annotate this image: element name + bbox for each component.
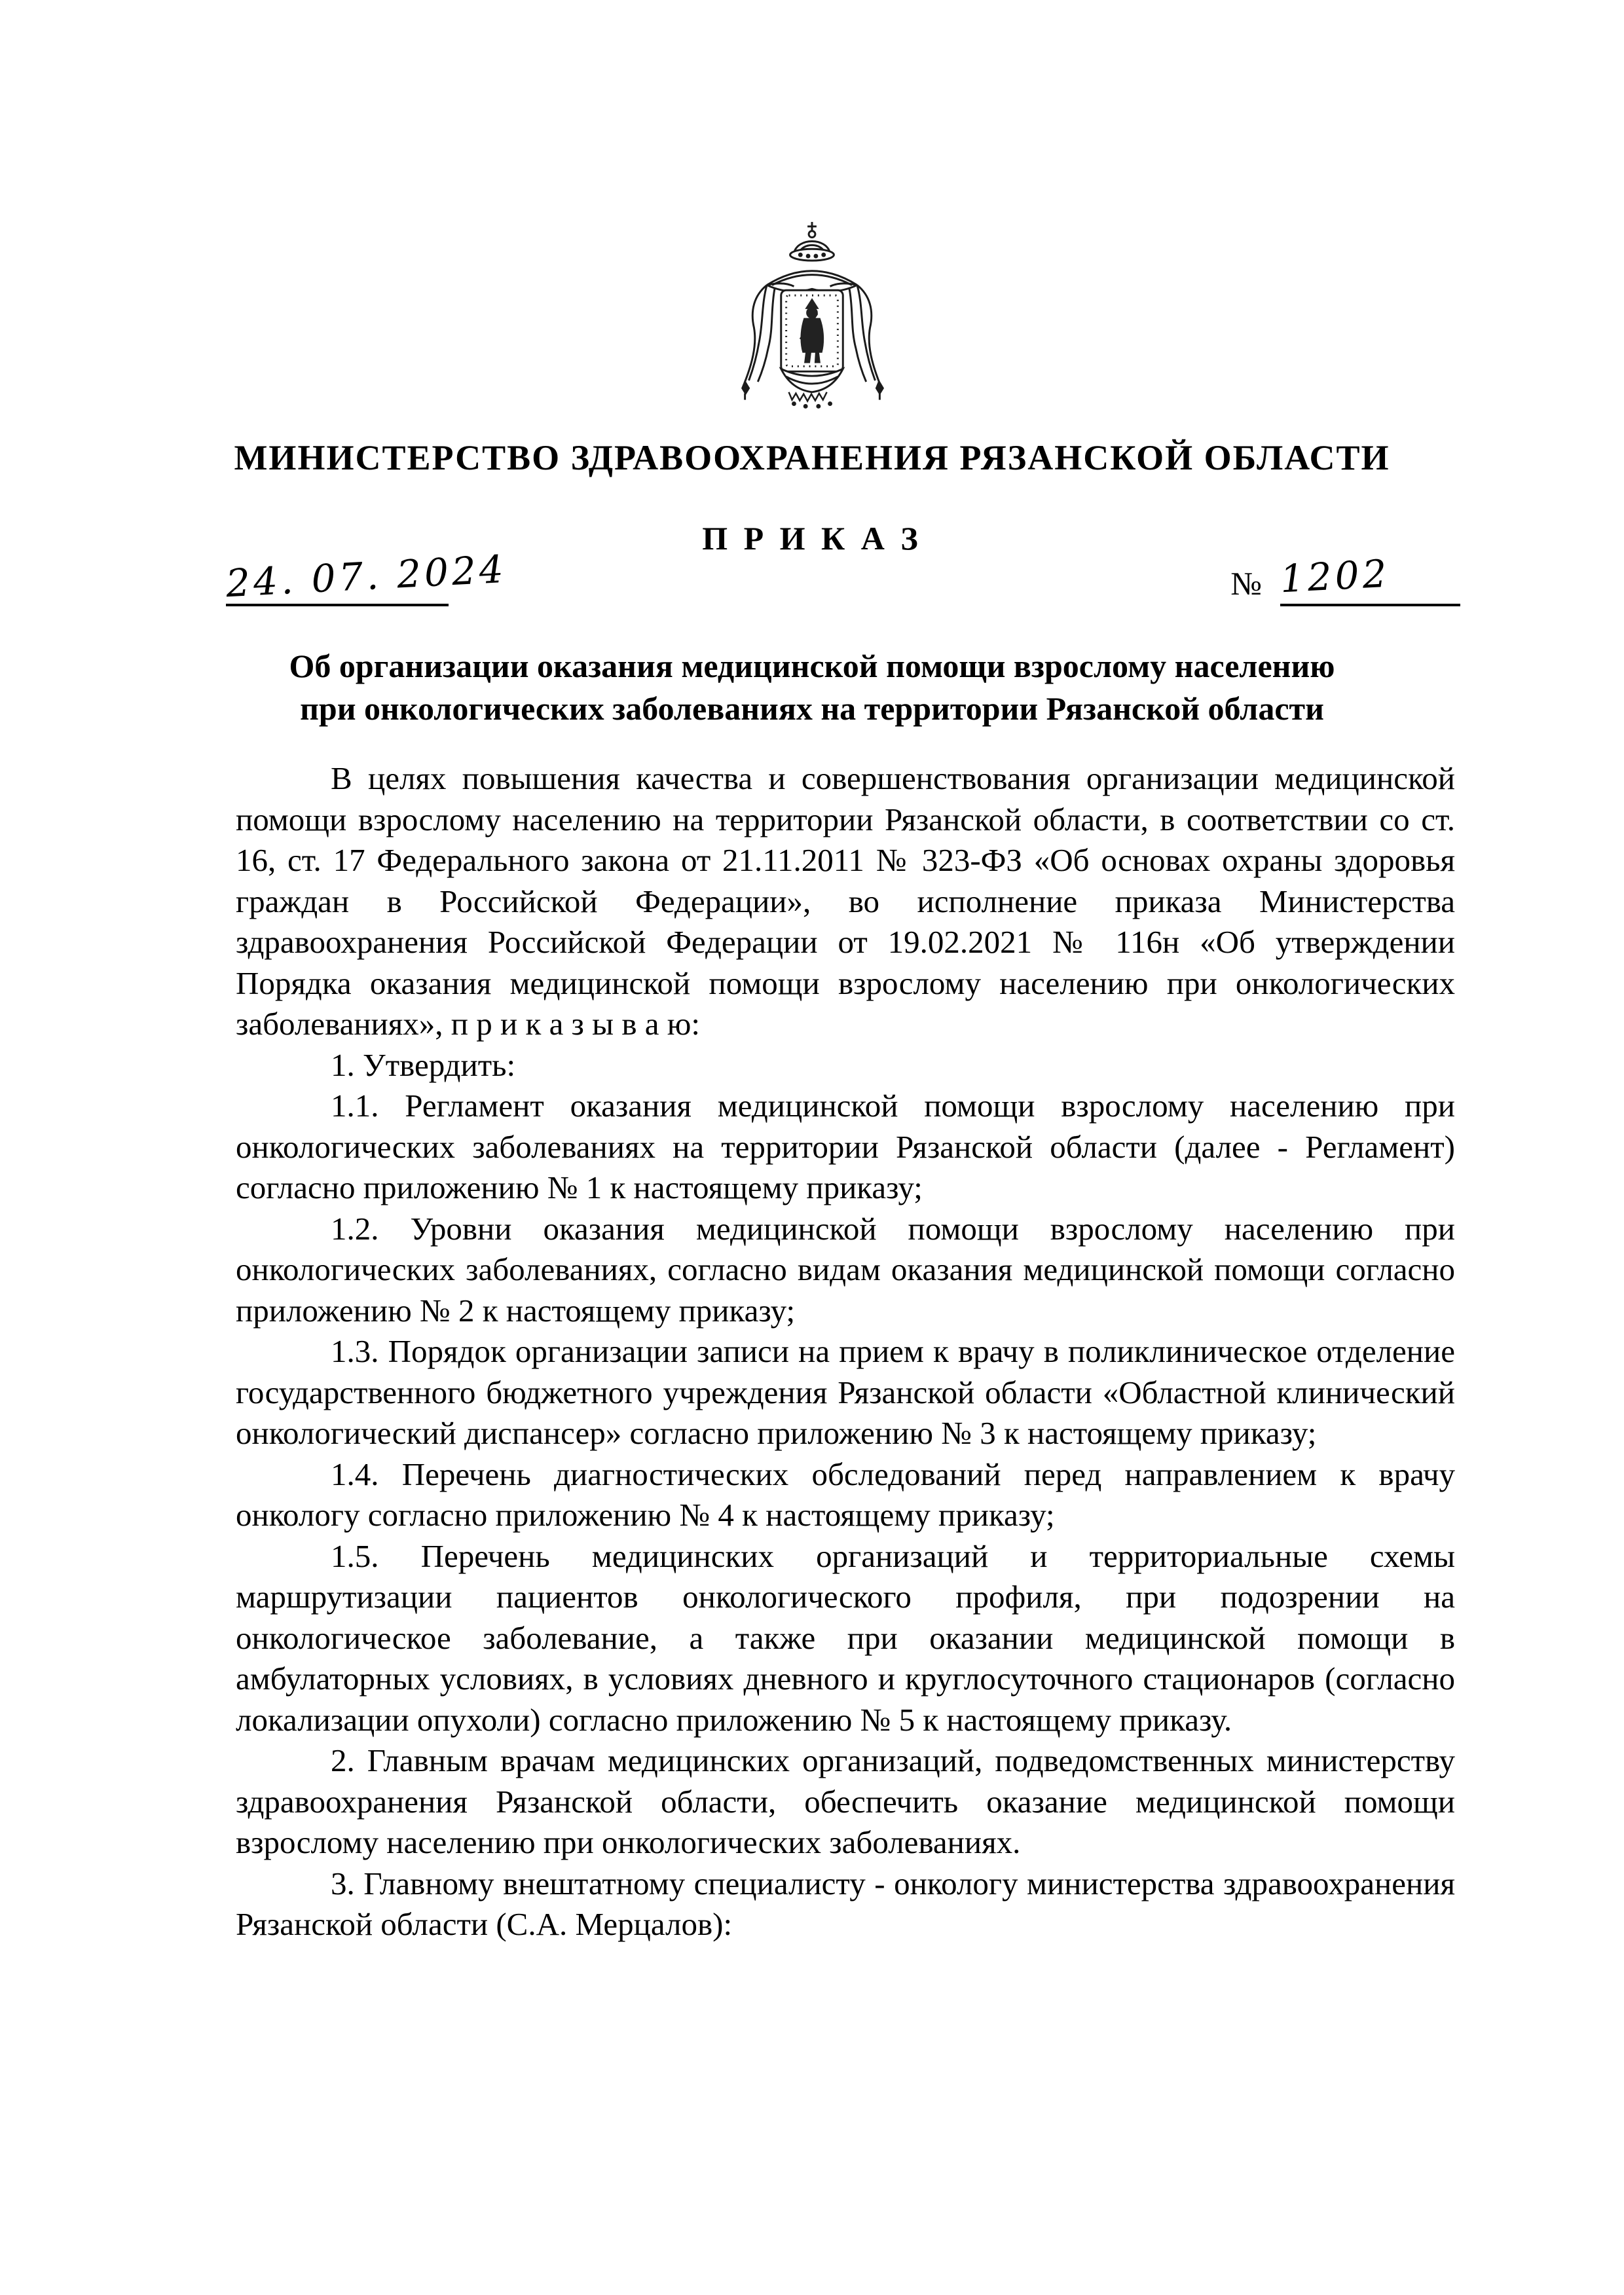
order-heading: П Р И К А З bbox=[702, 520, 922, 557]
number-sign: № bbox=[1230, 565, 1262, 602]
order-number-value: 1202 bbox=[1279, 551, 1392, 602]
ministry-name: МИНИСТЕРСТВО ЗДРАВООХРАНЕНИЯ РЯЗАНСКОЙ ОБЛАСТИ bbox=[234, 438, 1390, 477]
paragraph-1-5: 1.5. Перечень медицинских организаций и территориальные схемы маршрутизации пациентов онкологического профиля, при подозрении на онкологическое заболевание, а также при оказании медицинской помощи в амбулаторных условиях, в условиях дневного и круглосуточного стационаров (согласно локализации опухоли) согласно приложению № 5 к настоящему приказу. bbox=[236, 1537, 1455, 1738]
order-date-field bbox=[225, 546, 508, 606]
paragraph-1-4: 1.4. Перечень диагностических обследований перед направлением к врачу онкологу согласно приложению № 4 к настоящему приказу; bbox=[236, 1456, 1455, 1533]
order-title-line2: при онкологических заболеваниях на территории Рязанской области bbox=[300, 690, 1324, 727]
paragraph-1-1: 1.1. Регламент оказания медицинской помощи взрослому населению при онкологических заболеваниях на территории Рязанской области (далее - Регламент) согласно приложению № 1 к настоящему приказу; bbox=[236, 1088, 1455, 1205]
ryazan-coat-of-arms-icon bbox=[720, 219, 904, 426]
paragraph-1-2: 1.2. Уровни оказания медицинской помощи взрослому населению при онкологических заболеваниях, согласно видам оказания медицинской помощи согласно приложению № 2 к настоящему приказу; bbox=[236, 1210, 1455, 1329]
order-date-value: 24. 07. 2024 bbox=[225, 546, 508, 606]
order-title-line1: Об организации оказания медицинской помощи взрослому населению bbox=[289, 648, 1335, 684]
paragraph-preamble: В целях повышения качества и совершенствования организации медицинской помощи взрослому населению на территории Рязанской области, в соответствии со ст. 16, ст. 17 Федерального закона от 21.11.2011 № 323-ФЗ «Об основах охраны здоровья граждан в Российской Федерации», во исполнение приказа Министерства здравоохранения Российской Федерации от 19.02.2021 № 116н «Об утверждении Порядка оказания медицинской помощи взрослому населению при онкологических заболеваниях», п р и к а з ы в а ю: bbox=[236, 760, 1455, 1042]
paragraph-1-3: 1.3. Порядок организации записи на прием к врачу в поликлиническое отделение государственного бюджетного учреждения Рязанской области «Областной клинический онкологический диспансер» согласно приложению № 3 к настоящему приказу; bbox=[236, 1333, 1455, 1451]
order-body bbox=[236, 758, 1455, 1945]
order-title bbox=[0, 645, 1624, 730]
paragraph-3: 3. Главному внештатному специалисту - онкологу министерства здравоохранения Рязанской области (С.А. Мерцалов): bbox=[236, 1865, 1455, 1942]
paragraph-2: 2. Главным врачам медицинских организаций, подведомственных министерству здравоохранения Рязанской области, обеспечить оказание медицинской помощи взрослому населению при онкологических заболеваниях. bbox=[236, 1742, 1455, 1860]
date-number-row bbox=[225, 546, 1460, 609]
paragraph-approve: 1. Утвердить: bbox=[331, 1046, 516, 1083]
order-number-field bbox=[1230, 551, 1460, 606]
order-number-line bbox=[1279, 551, 1460, 606]
